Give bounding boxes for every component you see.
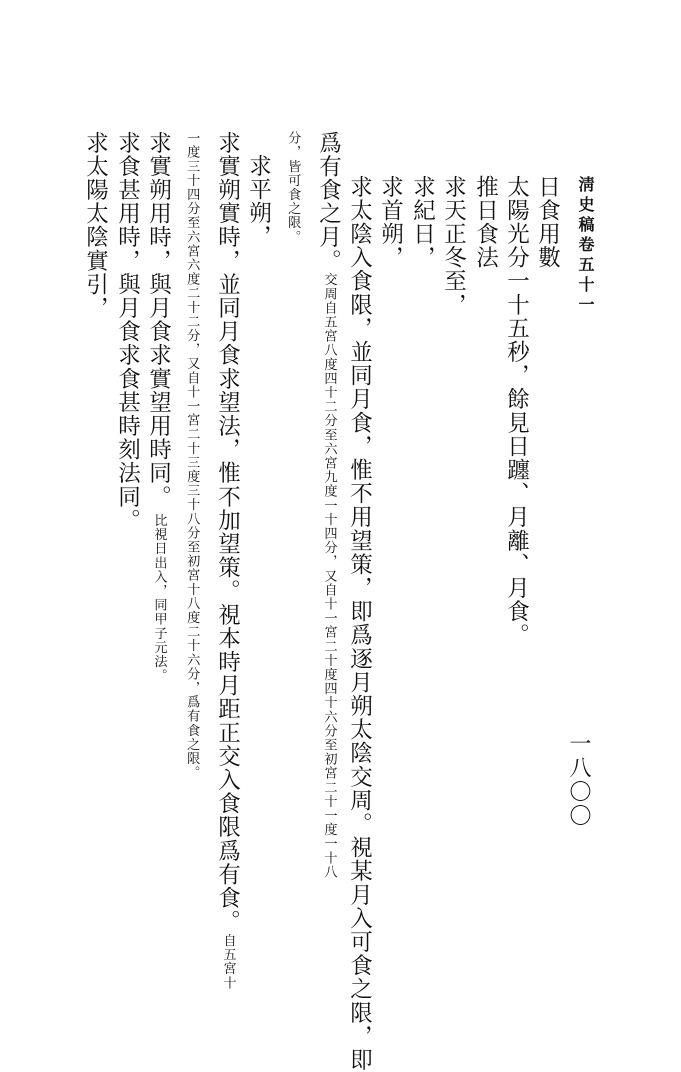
text-column-14: 求食甚用時，與月食求食甚時刻法同。 <box>114 131 141 533</box>
commentary-note: 自五宮十 <box>220 933 236 990</box>
page-number: 一八〇〇 <box>566 732 591 828</box>
text-column-6: 求首朔， <box>377 175 404 270</box>
text-column-2: 太陽光分一十五秒，餘見日躔、月離、月食。 <box>503 175 530 647</box>
main-text: 爲有食之月。 <box>315 131 342 273</box>
text-column-4: 求天正冬至， <box>440 175 467 317</box>
text-column-11 <box>216 131 239 990</box>
commentary-note: 交周自五宮八度四十二分至六宮九度一十四分，又自十一宮二十度四十六分至初宮二十一度一十八 <box>321 272 337 879</box>
text-column-8 <box>317 131 340 879</box>
text-column-15: 求太陽太陰實引， <box>82 131 109 320</box>
commentary-note: 比視日出入，同甲子元法。 <box>151 513 167 683</box>
text-column-5: 求紀日， <box>409 175 436 270</box>
text-column-3: 推日食法 <box>472 175 499 270</box>
text-column-9: 分，皆可食之限。 <box>285 131 301 244</box>
text-column-12: 一度三十四分至六宮六度二十二分，又自十一宮二十三度三十八分至初宮十八度二十六分，爲有食之限。 <box>184 131 200 780</box>
text-column-13 <box>147 131 170 683</box>
text-column-1: 日食用數 <box>534 175 561 270</box>
main-text: 求實朔實時，並同月食求望法，惟不加望策。視本時月距正交入食限爲有食。 <box>214 131 241 934</box>
text-column-10: 求平朔， <box>245 154 272 249</box>
running-title: 淸史稿卷五十一 <box>576 176 595 316</box>
text-column-7: 求太陰入食限，並同月食，惟不用望策，即爲逐月朔太陰交周。視某月入可食之限，即 <box>346 175 373 1072</box>
main-text: 求實朔用時，與月食求實望用時同。 <box>145 131 172 498</box>
